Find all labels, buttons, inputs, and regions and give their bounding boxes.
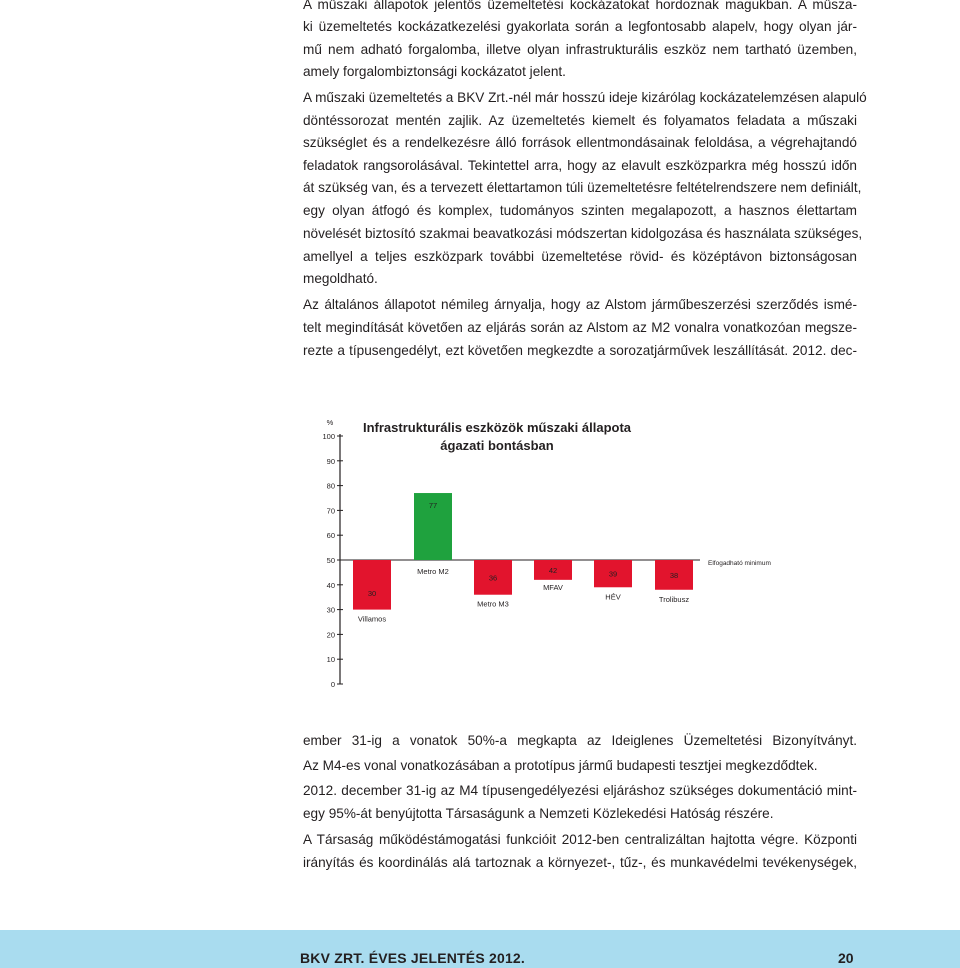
y-tick-label: 60: [326, 531, 335, 541]
y-tick-label: 80: [326, 481, 335, 491]
text-line: 2012. december 31-ig az M4 típusengedélyezési eljáráshoz szükséges dokumentáció mint-: [303, 783, 857, 798]
text-line: át szükség van, és a tervezett élettartamon túli üzemeltetésre feltételrendszere nem definiált,: [303, 180, 862, 195]
text-line: döntéssorozat mentén zajlik. Az üzemeltetés kiemelt és folyamatos feladata a műszaki: [303, 113, 857, 128]
chart-title-line-1: Infrastrukturális eszközök műszaki állapota: [362, 420, 632, 435]
bar-value-label: 77: [428, 501, 438, 511]
y-tick-label: 100: [322, 432, 335, 441]
y-tick-label: 40: [326, 580, 335, 590]
text-line: mű nem adható forgalomba, illetve olyan infrastrukturális eszköz nem tartható üzemben,: [303, 42, 857, 57]
y-tick-label: 30: [326, 605, 335, 615]
chart-title-line-2: ágazati bontásban: [440, 438, 554, 453]
text-line: A műszaki üzemeltetés a BKV Zrt.-nél már hosszú ideje kizárólag kockázatelemzésen alapuló: [303, 90, 867, 105]
bar-category-label: Villamos: [357, 614, 387, 624]
text-line: feladatok rangsorolásával. Tekintettel arra, hogy az elavult eszközparkra még hosszú időn: [303, 158, 857, 173]
bar-value-label: 42: [548, 565, 558, 575]
bar-value-label: 36: [488, 573, 498, 583]
bar-value-label: 38: [669, 570, 679, 580]
text-line: ember 31-ig a vonatok 50%-a megkapta az Ideiglenes Üzemeltetési Bizonyítványt.: [303, 733, 857, 748]
text-line: Az M4-es vonal vonatkozásában a prototípus jármű budapesti tesztjei megkezdődtek.: [303, 758, 818, 773]
text-line: Az általános állapotot némileg árnyalja, hogy az Alstom járműbeszerzési szerződés ismé-: [303, 297, 857, 312]
y-tick-label: 50: [326, 556, 335, 565]
text-line: megoldható.: [303, 271, 378, 286]
text-line: amellyel a teljes eszközpark további üzemeltetése rövid- és középtávon biztonságosan: [303, 249, 857, 264]
text-line: rezte a típusengedélyt, ezt követően megkezdte a sorozatjárművek leszállítását. 2012. dec-: [303, 343, 857, 358]
y-unit-label: %: [326, 418, 334, 427]
footer-report-title: BKV ZRT. ÉVES JELENTÉS 2012.: [300, 950, 526, 966]
bar-category-label: MFAV: [543, 583, 563, 592]
bar-Villamos: [353, 560, 391, 610]
text-line: A Társaság működéstámogatási funkcióit 2012-ben centralizáltan hajtotta végre. Központi: [303, 832, 857, 847]
page-number: 20: [838, 950, 854, 966]
text-line: egy 95%-át benyújtotta Társaságunk a Nemzeti Közlekedési Hatóság részére.: [303, 806, 774, 821]
bar-category-label: Metro M2: [417, 567, 449, 576]
y-tick-label: 20: [326, 630, 335, 640]
bar-category-label: Metro M3: [477, 599, 509, 609]
threshold-label: Elfogadható minimum: [708, 560, 771, 567]
bar-category-label: Trolibusz: [658, 594, 690, 604]
bar-category-label: HÉV: [605, 592, 621, 602]
y-tick-label: 0: [330, 680, 335, 689]
text-line: telt megindítását követően az eljárás során az Alstom az M2 vonalra vonatkozóan megsze-: [303, 320, 857, 335]
text-line: szükséglet és a rendelkezésre álló források ellentmondásainak feloldása, a végrehajtandó: [303, 135, 857, 150]
text-line: A műszaki állapotok jelentős üzemeltetési kockázatokat hordoznak magukban. A műsza-: [303, 0, 857, 12]
text-line: amely forgalombiztonsági kockázatot jelent.: [303, 64, 566, 79]
text-line: egy olyan átfogó és komplex, tudományos szinten megalapozott, a hasznos élettartam: [303, 203, 857, 218]
bar-value-label: 30: [367, 588, 377, 598]
y-tick-label: 70: [326, 506, 335, 516]
text-line: ki üzemeltetés kockázatkezelési gyakorlata során a legfontosabb alapelv, hogy olyan jár-: [303, 19, 857, 34]
text-line: növelését biztosító szakmai beavatkozási módszertan kidolgozása és használata szükséges,: [303, 226, 863, 241]
y-tick-label: 10: [326, 655, 335, 665]
bar-value-label: 39: [608, 569, 618, 579]
y-tick-label: 90: [326, 456, 335, 466]
text-line: irányítás és koordinálás alá tartoznak a környezet-, tűz-, és munkavédelmi tevékenységek,: [303, 855, 857, 870]
